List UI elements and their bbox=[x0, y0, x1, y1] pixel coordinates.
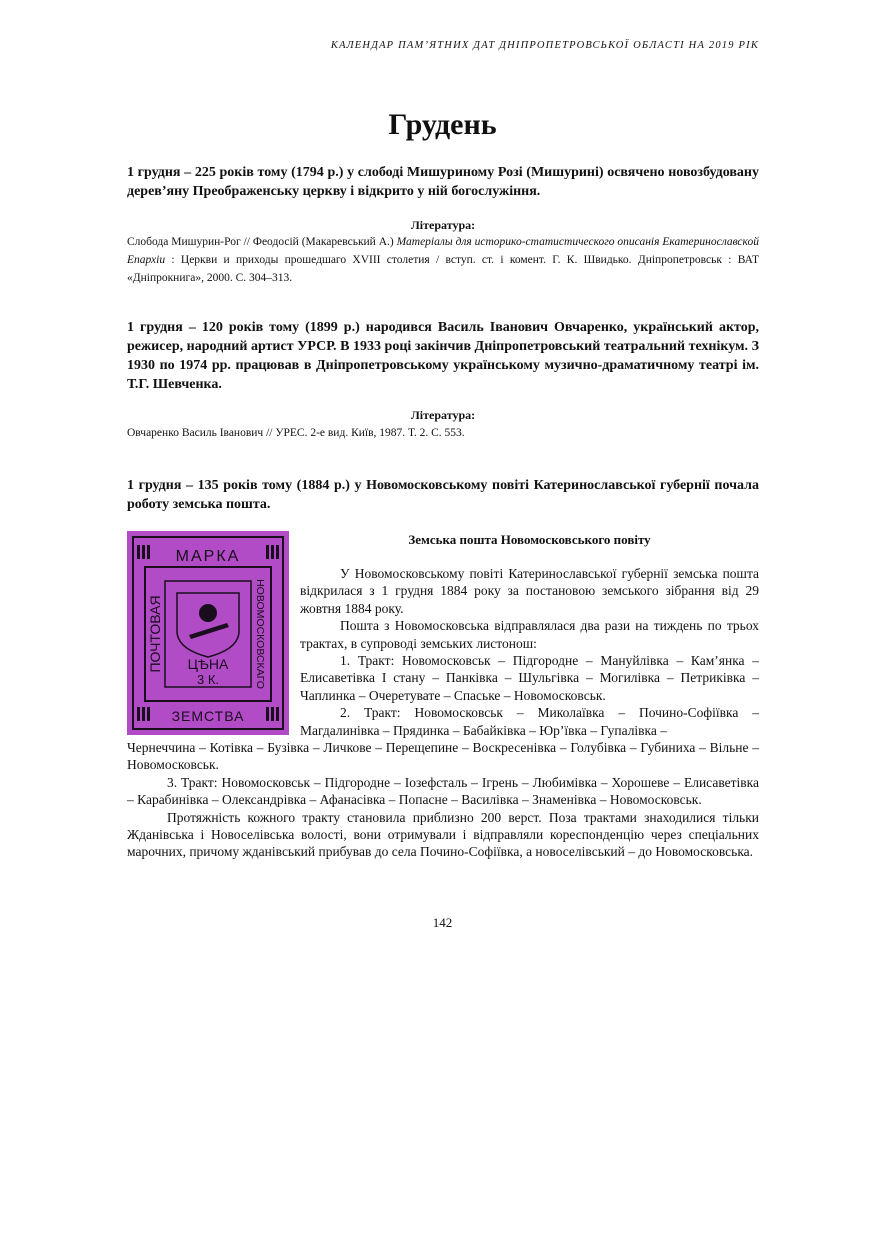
paragraph-route-1: 1. Тракт: Новомосковськ – Підгородне – Мануйлівка – Кам’янка – Елисаветівка І стану – Панківка – Шульгівка – Могилівка – Петриківка – Чаплинка – Очеретувате – Спаське – Новомосковськ. bbox=[300, 653, 759, 703]
running-head: КАЛЕНДАР ПАМ’ЯТНИХ ДАТ ДНІПРОПЕТРОВСЬКОЇ ОБЛАСТІ НА 2019 РІК bbox=[330, 40, 759, 51]
stamp-image bbox=[127, 531, 289, 735]
stamp-left-text: ПОЧТОВАЯ bbox=[147, 595, 163, 673]
entry-1-literature-work-title: Матеріалы для историко-статистического описанія Екатеринославской Епархіи bbox=[127, 236, 759, 266]
page-number: 142 bbox=[432, 915, 453, 930]
entry-1-literature bbox=[127, 233, 759, 287]
article-full-width bbox=[127, 739, 759, 861]
article-column bbox=[300, 565, 759, 739]
entry-1-literature-part-c: : Церкви и приходы прошедшаго XVIII столетия / вступ. ст. і комент. Г. К. Швидько. Дніпропетровськ : ВАТ «Дніпрокнига», 2000. С. 304–313. bbox=[127, 254, 759, 284]
paragraph-distance: Протяжність кожного тракту становила приблизно 200 верст. Поза трактами знаходилися тільки Жданівська і Новоселівська волості, вони отримували і відправляли кореспонденцію через спеціальних марочних, причому жданівський прибував до села Почино-Софіївка, а новоселівський – до Новомосковська. bbox=[127, 809, 759, 860]
paragraph-route-2: 2. Тракт: Новомосковськ – Миколаївка – Почино-Софіївка – Магдалинівка – Прядинка – Бабайківка – Юр’ївка – Гупалівка – bbox=[300, 705, 759, 738]
section-subtitle: Земська пошта Новомосковського повіту bbox=[408, 532, 651, 547]
entry-1-headline: 1 грудня – 225 років тому (1794 р.) у слободі Мишуриному Розі (Мишурині) освячено новозбудовану дерев’яну Преображенську церкву і відкрито у ній богослужіння. bbox=[127, 165, 759, 199]
entry-2-headline: 1 грудня – 120 років тому (1899 р.) народився Василь Іванович Овчаренко, український актор, режисер, народний артист УРСР. В 1933 році закінчив Дніпропетровський театральний технікум. З 1930 по 1974 рр. працював в Дніпропетровському українському музично-драматичному театрі ім. Т.Г. Шевченка. bbox=[127, 320, 759, 392]
stamp-top-text: МАРКА bbox=[175, 548, 241, 565]
paragraph-1: У Новомосковському повіті Катеринославської губернії земська пошта відкрилася з 1 грудня 1884 року за постановою земського зібрання від 29 жовтня 1884 року. bbox=[300, 566, 759, 616]
entry-1-literature-part-a: Слобода Мишурин-Рог // Феодосій (Макаревський А.) bbox=[127, 236, 397, 248]
stamp-bottom-text: ЗЕМСТВА bbox=[171, 708, 245, 724]
entry-2-literature: Овчаренко Василь Іванович // УРЕС. 2-е вид. Київ, 1987. Т. 2. С. 553. bbox=[127, 427, 465, 439]
paragraph-2: Пошта з Новомосковська відправлялася два рази на тиждень по трьох трактах, в супроводі земських листонош: bbox=[300, 618, 759, 651]
paragraph-route-2-continued: Чернеччина – Котівка – Бузівка – Личкове – Перещепине – Воскресенівка – Голубівка – Губиниха – Вільне – Новомосковськ. bbox=[127, 740, 759, 773]
stamp-value: 3 К. bbox=[196, 672, 220, 687]
stamp-shield-icon bbox=[177, 593, 239, 657]
page-title: Грудень bbox=[388, 108, 497, 141]
entry-2-literature-label: Література: bbox=[410, 408, 476, 422]
stamp-right-text: НОВОМОСКОВСКАГО bbox=[254, 579, 266, 689]
entry-1-literature-label: Література: bbox=[410, 218, 476, 232]
entry-3-headline: 1 грудня – 135 років тому (1884 р.) у Новомосковському повіті Катеринославської губернії почала роботу земська пошта. bbox=[127, 478, 759, 512]
stamp-price-label: ЦѢНА bbox=[187, 656, 229, 672]
paragraph-route-3: 3. Тракт: Новомосковськ – Підгородне – Іозефсталь – Ігрень – Любимівка – Хорошеве – Елисаветівка – Карабинівка – Олександрівка – Афанасівка – Попасне – Василівка – Знаменівка – Новомосковськ. bbox=[127, 774, 759, 808]
